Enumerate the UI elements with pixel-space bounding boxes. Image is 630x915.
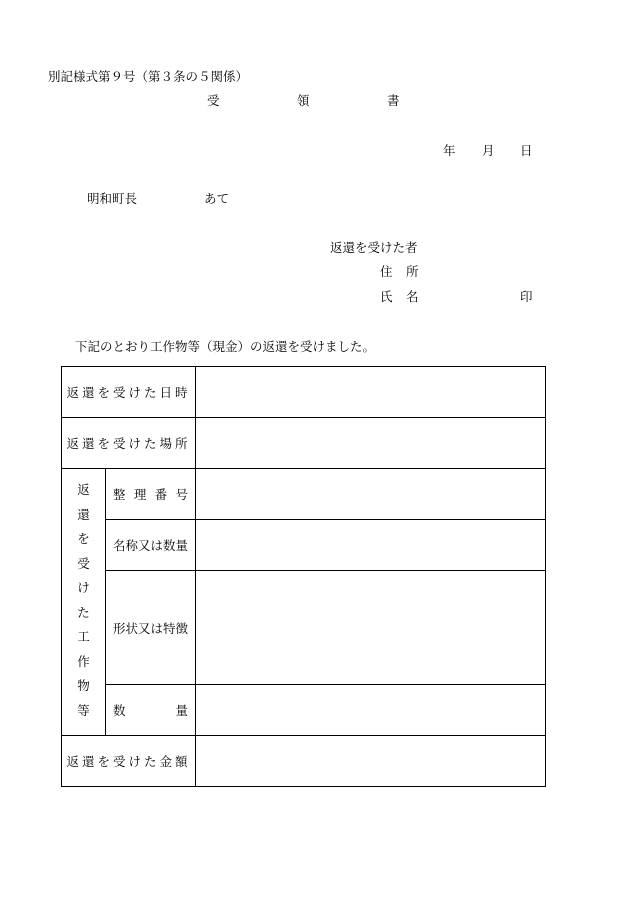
label-char: 整	[113, 487, 126, 502]
group-label-char: を	[77, 531, 90, 546]
title-char: 書	[387, 93, 400, 108]
title-char: 受	[207, 93, 220, 108]
reference-number-field[interactable]	[196, 469, 546, 520]
group-label-char: 工	[77, 629, 90, 644]
amount-field[interactable]	[196, 736, 546, 787]
table-row	[62, 685, 546, 736]
row-label-datetime: 返還を受けた日時	[62, 367, 196, 418]
group-label-char: 還	[77, 506, 90, 522]
row-label-amount: 返還を受けた金額	[62, 736, 196, 787]
date-year-label: 年	[443, 143, 456, 158]
statement-text: 下記のとおり工作物等（現金）の返還を受けました。	[75, 339, 376, 354]
row-label-shape-features: 形状又は特徴	[106, 571, 196, 685]
addressee-name: 明和町長	[87, 191, 138, 206]
name-quantity-field[interactable]	[196, 520, 546, 571]
place-field[interactable]	[196, 418, 546, 469]
form-number: 別記様式第９号（第３条の５関係）	[48, 69, 249, 84]
quantity-field[interactable]	[196, 685, 546, 736]
row-label-reference-number	[106, 469, 196, 520]
date-month-label: 月	[482, 143, 495, 158]
title-char: 領	[297, 93, 310, 108]
name-label-char: 氏	[380, 289, 393, 304]
label-char: 番	[154, 487, 168, 502]
label-char: 量	[175, 703, 189, 718]
table-row	[62, 469, 546, 520]
seal-mark: 印	[520, 289, 533, 304]
table-row	[62, 571, 546, 685]
group-label-returned-items	[62, 469, 106, 736]
group-label-char: 受	[77, 555, 90, 571]
address-label-char: 所	[406, 264, 419, 279]
name-label-char: 名	[406, 289, 419, 304]
group-label-char: た	[77, 604, 90, 620]
label-char: 理	[133, 487, 147, 502]
row-label-place: 返還を受けた場所	[62, 418, 196, 469]
datetime-field[interactable]	[196, 367, 546, 418]
addressee-suffix: あて	[204, 191, 230, 206]
label-char: 数	[113, 703, 126, 718]
shape-features-field[interactable]	[196, 571, 546, 685]
group-label-char: け	[77, 580, 90, 595]
label-char: 号	[175, 487, 188, 502]
row-label-name-quantity: 名称又は数量	[106, 520, 196, 571]
group-label-char: 等	[77, 702, 90, 718]
return-details-table	[61, 366, 546, 787]
recipient-heading: 返還を受けた者	[330, 240, 418, 255]
group-label-char: 物	[77, 678, 90, 693]
table-row	[62, 520, 546, 571]
row-label-quantity	[106, 685, 196, 736]
table-row	[62, 736, 546, 787]
group-label-char: 作	[77, 653, 90, 669]
table-row	[62, 418, 546, 469]
group-label-char: 返	[77, 482, 90, 497]
date-day-label: 日	[520, 143, 533, 158]
address-label-char: 住	[380, 264, 393, 279]
table-row	[62, 367, 546, 418]
